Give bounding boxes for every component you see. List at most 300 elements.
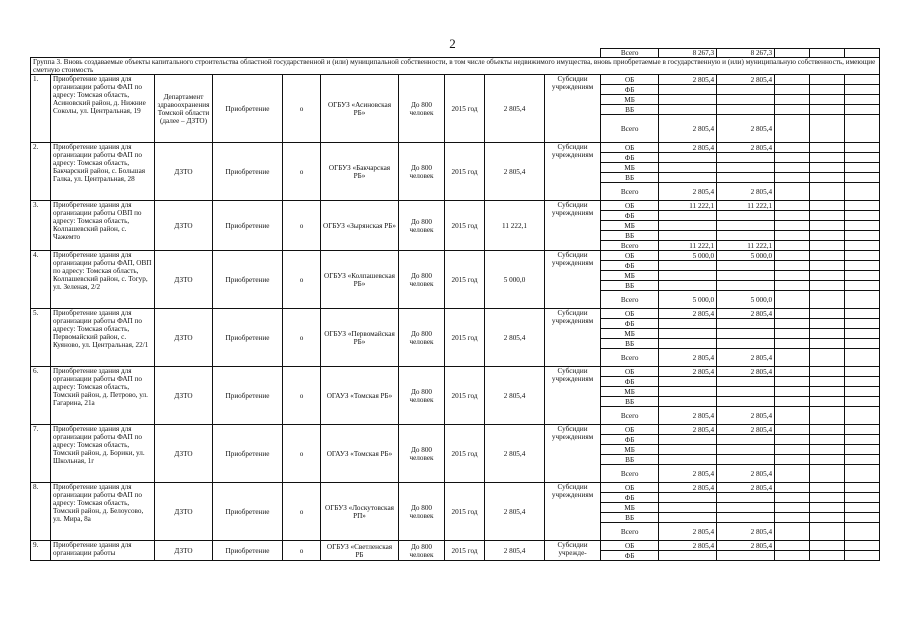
empty-cell — [810, 211, 845, 221]
empty-cell — [810, 435, 845, 445]
empty-cell — [845, 241, 880, 251]
empty-cell — [810, 445, 845, 455]
empty-cell — [775, 465, 810, 483]
project-cost: 2 805,4 — [485, 483, 545, 541]
fin-source-label: ФБ — [601, 261, 659, 271]
fin-total-value-2: 11 222,1 — [717, 241, 775, 251]
fin-source-label: ФБ — [601, 153, 659, 163]
empty-cell — [775, 523, 810, 541]
project-number: 6. — [31, 367, 51, 425]
fin-source-label: ОБ — [601, 143, 659, 153]
fin-ob-value-1: 5 000,0 — [659, 251, 717, 261]
fin-total-value-2: 2 805,4 — [717, 407, 775, 425]
project-name: Приобретение здания для организации работы ФАП по адресу: Томская область, Первомайский район, с. Куяново, ул. Центральная, 22/1 — [51, 309, 155, 367]
fin-source-label: МБ — [601, 221, 659, 231]
fin-empty-cell — [717, 163, 775, 173]
project-capacity: До 800 человек — [399, 425, 445, 483]
fin-ob-value-1: 2 805,4 — [659, 309, 717, 319]
empty-cell — [845, 349, 880, 367]
empty-cell — [845, 387, 880, 397]
empty-cell — [775, 513, 810, 523]
empty-cell — [810, 397, 845, 407]
project-number: 4. — [31, 251, 51, 309]
fin-ob-value-1: 11 222,1 — [659, 201, 717, 211]
empty-cell — [845, 339, 880, 349]
fin-empty-cell — [717, 211, 775, 221]
project-year: 2015 год — [445, 201, 485, 251]
fin-source-label: Всего — [601, 291, 659, 309]
empty-cell — [775, 319, 810, 329]
project-action: Приобретение — [213, 425, 283, 483]
project-funding-type: Субсидии учрежде- — [545, 541, 601, 561]
fin-empty-cell — [659, 281, 717, 291]
empty-cell — [845, 153, 880, 163]
empty-cell — [845, 309, 880, 319]
fin-empty-cell — [659, 153, 717, 163]
fin-empty-cell — [659, 163, 717, 173]
project-code: о — [283, 75, 321, 143]
fin-total-value-2: 2 805,4 — [717, 115, 775, 143]
empty-cell — [810, 455, 845, 465]
empty-cell — [775, 85, 810, 95]
fin-empty-cell — [717, 435, 775, 445]
project-cost: 2 805,4 — [485, 367, 545, 425]
fin-empty-cell — [717, 387, 775, 397]
empty-cell — [810, 349, 845, 367]
fin-empty-cell — [717, 261, 775, 271]
fin-total-value-2: 2 805,4 — [717, 523, 775, 541]
empty-cell — [775, 105, 810, 115]
fin-empty-cell — [659, 445, 717, 455]
fin-source-label: МБ — [601, 271, 659, 281]
empty-cell — [845, 75, 880, 85]
empty-cell — [845, 493, 880, 503]
project-name: Приобретение здания для организации работы ФАП по адресу: Томская область, Томский район, д. Борики, ул. Школьная, 1г — [51, 425, 155, 483]
fin-empty-cell — [717, 397, 775, 407]
empty-cell — [845, 251, 880, 261]
fin-source-label: МБ — [601, 503, 659, 513]
project-name: Приобретение здания для организации работы ФАП, ОВП по адресу: Томская область, Колпашевский район, с. Тогур, ул. Зеленая, 2/2 — [51, 251, 155, 309]
empty-cell — [845, 523, 880, 541]
fin-ob-value-2: 2 805,4 — [717, 541, 775, 551]
empty-cell — [845, 513, 880, 523]
empty-cell — [810, 425, 845, 435]
empty-cell — [810, 493, 845, 503]
empty-cell — [775, 455, 810, 465]
empty-cell — [775, 115, 810, 143]
fin-total-value-1: 2 805,4 — [659, 465, 717, 483]
fin-empty-cell — [659, 85, 717, 95]
fin-source-label: ОБ — [601, 367, 659, 377]
project-number: 3. — [31, 201, 51, 251]
fin-empty-cell — [717, 105, 775, 115]
project-code: о — [283, 541, 321, 561]
empty-cell — [775, 339, 810, 349]
fin-source-label: ОБ — [601, 425, 659, 435]
fin-total-value-1: 5 000,0 — [659, 291, 717, 309]
project-capacity: До 800 человек — [399, 201, 445, 251]
fin-source-label: ФБ — [601, 435, 659, 445]
empty-cell — [775, 95, 810, 105]
empty-cell — [810, 291, 845, 309]
fin-source-label: Всего — [601, 349, 659, 367]
project-row — [31, 201, 880, 211]
group-title: Группа 3. Вновь создаваемые объекты капитального строительства областной государственной и (или) муниципальной собственности, в том числе объекты недвижимого имущества, вновь приобретаемые в государственную и (или) муниципальную собственность, имеющие сметную стоимость — [31, 58, 880, 75]
fin-empty-cell — [717, 329, 775, 339]
fin-source-label: ФБ — [601, 319, 659, 329]
fin-ob-value-1: 2 805,4 — [659, 541, 717, 551]
fin-ob-value-2: 2 805,4 — [717, 483, 775, 493]
empty-cell — [810, 261, 845, 271]
empty-cell — [845, 291, 880, 309]
fin-empty-cell — [717, 271, 775, 281]
fin-source-label: Всего — [601, 465, 659, 483]
empty-cell — [810, 407, 845, 425]
fin-empty-cell — [717, 221, 775, 231]
empty-cell — [845, 503, 880, 513]
empty-cell — [775, 309, 810, 319]
empty-cell — [845, 407, 880, 425]
fin-empty-cell — [717, 339, 775, 349]
empty-cell — [845, 329, 880, 339]
fin-source-label: ВБ — [601, 173, 659, 183]
fin-source-label: ВБ — [601, 339, 659, 349]
project-capacity: До 800 человек — [399, 75, 445, 143]
fin-source-label: ФБ — [601, 377, 659, 387]
empty-cell — [775, 425, 810, 435]
project-code: о — [283, 251, 321, 309]
project-year: 2015 год — [445, 251, 485, 309]
fin-ob-value-1: 2 805,4 — [659, 483, 717, 493]
fin-empty-cell — [717, 85, 775, 95]
project-capacity: До 800 человек — [399, 367, 445, 425]
empty-cell — [810, 367, 845, 377]
project-funding-type: Субсидии учреждениям — [545, 75, 601, 143]
project-row — [31, 483, 880, 493]
fin-empty-cell — [659, 271, 717, 281]
empty-cell — [845, 85, 880, 95]
project-year: 2015 год — [445, 367, 485, 425]
project-capacity: До 800 человек — [399, 143, 445, 201]
top-total-value-1: 8 267,3 — [659, 49, 717, 58]
empty-cell — [775, 201, 810, 211]
project-row — [31, 309, 880, 319]
empty-cell — [810, 465, 845, 483]
fin-source-label: ВБ — [601, 105, 659, 115]
fin-source-label: ОБ — [601, 251, 659, 261]
fin-empty-cell — [659, 397, 717, 407]
fin-total-value-1: 2 805,4 — [659, 349, 717, 367]
fin-empty-cell — [659, 261, 717, 271]
fin-empty-cell — [659, 95, 717, 105]
fin-total-value-1: 11 222,1 — [659, 241, 717, 251]
empty-cell — [775, 387, 810, 397]
empty-cell — [845, 551, 880, 561]
empty-cell — [775, 183, 810, 201]
empty-cell — [775, 551, 810, 561]
empty-cell — [775, 407, 810, 425]
fin-source-label: МБ — [601, 445, 659, 455]
fin-ob-value-2: 11 222,1 — [717, 201, 775, 211]
empty-cell — [845, 445, 880, 455]
project-department: ДЗТО — [155, 425, 213, 483]
empty-cell — [845, 435, 880, 445]
fin-ob-value-2: 2 805,4 — [717, 425, 775, 435]
fin-total-value-2: 2 805,4 — [717, 349, 775, 367]
fin-source-label: ВБ — [601, 281, 659, 291]
project-organization: ОГБУЗ «Бакчарская РБ» — [321, 143, 399, 201]
fin-ob-value-2: 5 000,0 — [717, 251, 775, 261]
empty-cell — [845, 183, 880, 201]
project-name: Приобретение здания для организации работы ФАП по адресу: Томская область, Бакчарский район, с. Большая Галка, ул. Центральная, 28 — [51, 143, 155, 201]
empty-cell — [775, 541, 810, 551]
empty-cell — [775, 377, 810, 387]
empty-cell — [775, 143, 810, 153]
fin-ob-value-2: 2 805,4 — [717, 367, 775, 377]
project-funding-type: Субсидии учреждениям — [545, 367, 601, 425]
empty-cell — [775, 349, 810, 367]
fin-source-label: ОБ — [601, 483, 659, 493]
fin-empty-cell — [717, 153, 775, 163]
empty-cell — [845, 483, 880, 493]
fin-source-label: ФБ — [601, 551, 659, 561]
fin-empty-cell — [659, 105, 717, 115]
empty-cell — [810, 551, 845, 561]
fin-empty-cell — [717, 319, 775, 329]
empty-cell — [810, 183, 845, 201]
empty-cell — [810, 95, 845, 105]
project-action: Приобретение — [213, 251, 283, 309]
empty-cell — [775, 173, 810, 183]
project-code: о — [283, 201, 321, 251]
project-capacity: До 800 человек — [399, 541, 445, 561]
project-action: Приобретение — [213, 367, 283, 425]
fin-source-label: ВБ — [601, 231, 659, 241]
fin-source-label: ВБ — [601, 513, 659, 523]
empty-cell — [775, 435, 810, 445]
fin-ob-value-1: 2 805,4 — [659, 75, 717, 85]
project-cost: 2 805,4 — [485, 75, 545, 143]
project-year: 2015 год — [445, 75, 485, 143]
empty-cell — [810, 339, 845, 349]
project-row — [31, 251, 880, 261]
empty-cell — [775, 367, 810, 377]
empty-cell — [810, 329, 845, 339]
project-organization: ОГБУЗ «Лоскутовская РП» — [321, 483, 399, 541]
empty-cell — [845, 105, 880, 115]
empty-cell — [775, 503, 810, 513]
project-organization: ОГБУЗ «Асиновская РБ» — [321, 75, 399, 143]
capital-construction-table — [30, 48, 880, 561]
fin-empty-cell — [717, 281, 775, 291]
project-number: 9. — [31, 541, 51, 561]
empty-cell — [845, 231, 880, 241]
project-number: 1. — [31, 75, 51, 143]
fin-empty-cell — [659, 493, 717, 503]
fin-total-value-2: 2 805,4 — [717, 465, 775, 483]
empty-cell — [810, 143, 845, 153]
fin-empty-cell — [717, 173, 775, 183]
fin-source-label: Всего — [601, 115, 659, 143]
empty-cell — [810, 541, 845, 551]
empty-cell — [810, 377, 845, 387]
fin-empty-cell — [659, 319, 717, 329]
fin-source-label: ФБ — [601, 493, 659, 503]
fin-empty-cell — [717, 95, 775, 105]
top-total-value-2: 8 267,3 — [717, 49, 775, 58]
project-action: Приобретение — [213, 483, 283, 541]
empty-cell — [775, 329, 810, 339]
fin-ob-value-2: 2 805,4 — [717, 309, 775, 319]
project-year: 2015 год — [445, 425, 485, 483]
empty-cell — [810, 523, 845, 541]
project-row — [31, 425, 880, 435]
project-funding-type: Субсидии учреждениям — [545, 201, 601, 251]
project-action: Приобретение — [213, 541, 283, 561]
project-department: ДЗТО — [155, 309, 213, 367]
empty-cell — [810, 309, 845, 319]
project-funding-type: Субсидии учреждениям — [545, 425, 601, 483]
project-department: ДЗТО — [155, 251, 213, 309]
project-capacity: До 800 человек — [399, 483, 445, 541]
fin-ob-value-2: 2 805,4 — [717, 75, 775, 85]
project-row — [31, 541, 880, 551]
empty-cell — [845, 541, 880, 551]
empty-cell — [775, 211, 810, 221]
empty-cell — [810, 319, 845, 329]
project-capacity: До 800 человек — [399, 309, 445, 367]
fin-empty-cell — [659, 377, 717, 387]
fin-source-label: Всего — [601, 183, 659, 201]
project-year: 2015 год — [445, 541, 485, 561]
project-code: о — [283, 483, 321, 541]
project-action: Приобретение — [213, 309, 283, 367]
empty-cell — [845, 95, 880, 105]
project-funding-type: Субсидии учреждениям — [545, 309, 601, 367]
empty-cell — [810, 241, 845, 251]
fin-total-value-1: 2 805,4 — [659, 407, 717, 425]
fin-total-value-1: 2 805,4 — [659, 115, 717, 143]
empty-cell — [810, 387, 845, 397]
project-cost: 2 805,4 — [485, 425, 545, 483]
empty-cell — [810, 513, 845, 523]
empty-cell — [845, 455, 880, 465]
fin-source-label: МБ — [601, 163, 659, 173]
project-number: 8. — [31, 483, 51, 541]
empty-cell — [810, 201, 845, 211]
fin-ob-value-2: 2 805,4 — [717, 143, 775, 153]
project-year: 2015 год — [445, 309, 485, 367]
fin-ob-value-1: 2 805,4 — [659, 367, 717, 377]
empty-cell — [775, 281, 810, 291]
project-cost: 2 805,4 — [485, 309, 545, 367]
fin-source-label: ОБ — [601, 201, 659, 211]
project-department: Департамент здравоохранения Томской области (далее – ДЗТО) — [155, 75, 213, 143]
fin-source-label: ВБ — [601, 397, 659, 407]
empty-cell — [775, 483, 810, 493]
empty-cell — [845, 377, 880, 387]
empty-cell — [810, 251, 845, 261]
empty-cell — [845, 115, 880, 143]
project-row — [31, 143, 880, 153]
project-organization: ОГАУЗ «Томская РБ» — [321, 367, 399, 425]
empty-cell — [810, 281, 845, 291]
project-code: о — [283, 425, 321, 483]
project-row — [31, 75, 880, 85]
project-funding-type: Субсидии учреждениям — [545, 483, 601, 541]
project-number: 5. — [31, 309, 51, 367]
empty-cell — [845, 271, 880, 281]
fin-empty-cell — [717, 231, 775, 241]
fin-source-label: Всего — [601, 523, 659, 541]
fin-source-label: ВБ — [601, 455, 659, 465]
empty-cell — [845, 143, 880, 153]
empty-cell — [775, 231, 810, 241]
fin-total-value-1: 2 805,4 — [659, 523, 717, 541]
fin-empty-cell — [659, 339, 717, 349]
empty-cell — [845, 367, 880, 377]
fin-empty-cell — [659, 221, 717, 231]
project-cost: 2 805,4 — [485, 541, 545, 561]
empty-cell — [775, 271, 810, 281]
fin-empty-cell — [659, 513, 717, 523]
project-capacity: До 800 человек — [399, 251, 445, 309]
fin-source-label: ОБ — [601, 75, 659, 85]
project-department: ДЗТО — [155, 143, 213, 201]
project-organization: ОГБУЗ «Колпашевская РБ» — [321, 251, 399, 309]
project-cost: 11 222,1 — [485, 201, 545, 251]
top-total-label: Всего — [601, 49, 659, 58]
page-number: 2 — [449, 36, 456, 51]
empty-cell — [845, 319, 880, 329]
project-organization: ОГБУЗ «Светленская РБ — [321, 541, 399, 561]
fin-empty-cell — [659, 211, 717, 221]
fin-ob-value-1: 2 805,4 — [659, 425, 717, 435]
project-funding-type: Субсидии учреждениям — [545, 143, 601, 201]
fin-empty-cell — [717, 493, 775, 503]
empty-cell — [810, 153, 845, 163]
empty-cell — [845, 261, 880, 271]
project-action: Приобретение — [213, 75, 283, 143]
empty-cell — [810, 271, 845, 281]
empty-cell — [775, 251, 810, 261]
fin-total-value-1: 2 805,4 — [659, 183, 717, 201]
fin-empty-cell — [717, 445, 775, 455]
fin-empty-cell — [659, 455, 717, 465]
project-name: Приобретение здания для организации работы ФАП по адресу: Томская область, Асиновский район, д. Нижние Соколы, ул. Центральная, 19 — [51, 75, 155, 143]
fin-source-label: ОБ — [601, 541, 659, 551]
empty-cell — [810, 173, 845, 183]
empty-cell — [810, 115, 845, 143]
fin-empty-cell — [659, 231, 717, 241]
empty-cell — [810, 85, 845, 95]
empty-cell — [845, 465, 880, 483]
empty-cell — [845, 211, 880, 221]
fin-empty-cell — [717, 377, 775, 387]
empty-cell — [810, 231, 845, 241]
empty-cell — [775, 241, 810, 251]
empty-cell — [775, 397, 810, 407]
project-organization: ОГБУЗ «Первомайская РБ» — [321, 309, 399, 367]
empty-cell — [810, 503, 845, 513]
empty-cell — [775, 445, 810, 455]
fin-empty-cell — [659, 551, 717, 561]
empty-cell — [845, 397, 880, 407]
empty-cell — [810, 75, 845, 85]
empty-cell — [775, 493, 810, 503]
empty-cell — [810, 221, 845, 231]
fin-total-value-2: 5 000,0 — [717, 291, 775, 309]
